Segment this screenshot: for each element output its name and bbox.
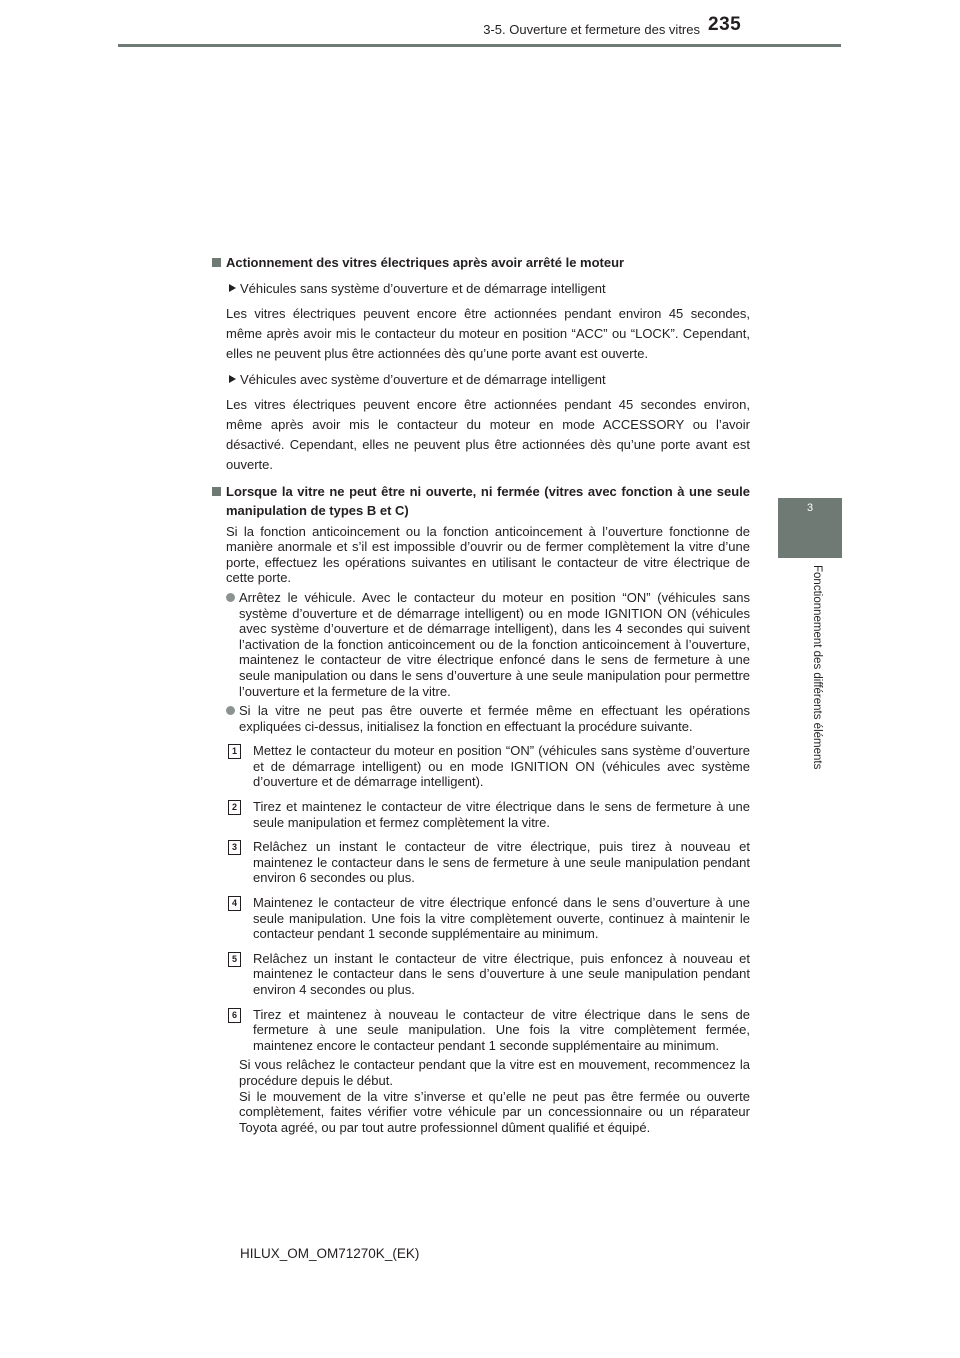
bullet-text: Arrêtez le véhicule. Avec le contacteur du moteur en position “ON” (véhicules sans système d’ouverture et de démarrage intelligent) ou en mode IGNITION ON (véhicules avec système d’ouverture et de démarrage intelligent), dans les 4 secondes qui suivent l’activation de la fonction anticoincement ou de la fonction anticoincement à l’ouverture, maintenez le contacteur de vitre électrique enfoncé dans le sens de fermeture à une seule manipulation ou dans le sens d’ouverture à une seule manipulation pour permettre l’ouverture et la fermeture de la vitre. <box>239 589 750 699</box>
note-paragraph: Si vous relâchez le contacteur pendant que la vitre est en mouvement, recommencez la procédure depuis le début. <box>239 1057 750 1088</box>
paragraph: Les vitres électriques peuvent encore être actionnées pendant environ 45 secondes, même après avoir mis le contacteur du moteur en position “ACC” ou “LOCK”. Cependant, elles ne peuvent plus être actionnées dès qu’une porte avant est ouverte. <box>226 306 750 361</box>
header-rule <box>118 44 841 47</box>
arrow-right-icon <box>229 375 236 383</box>
step-number-badge: 6 <box>228 1008 241 1023</box>
arrow-right-icon <box>229 284 236 292</box>
case-label <box>212 279 750 298</box>
step-item <box>212 951 750 998</box>
section-heading <box>212 253 750 272</box>
step-number-badge: 4 <box>228 896 241 911</box>
bullet-item <box>212 590 750 699</box>
chapter-number: 3 <box>806 502 814 514</box>
step-text: Tirez et maintenez à nouveau le contacteur de vitre électrique dans le sens de fermeture à une seule manipulation. Une fois la vitre complètement fermée, maintenez encore le contacteur pendant 1 seconde supplémentaire au minimum. <box>253 1006 750 1053</box>
step-item <box>212 799 750 830</box>
circle-bullet-icon <box>226 593 235 602</box>
paragraph: Les vitres électriques peuvent encore être actionnées pendant 45 secondes environ, même après avoir mis le contacteur du moteur en mode ACCESSORY ou l’avoir désactivé. Cependant, elles ne peuvent plus être actionnées dès qu’une porte avant est ouverte. <box>226 397 750 472</box>
bullet-item <box>212 703 750 734</box>
step-text: Relâchez un instant le contacteur de vitre électrique, puis enfoncez à nouveau et maintenez le contacteur dans le sens d’ouverture à une seule manipulation pendant environ 4 secondes ou plus. <box>253 950 750 998</box>
main-content <box>212 253 750 1135</box>
step-item <box>212 895 750 942</box>
paragraph: Si la fonction anticoincement ou la fonction anticoincement à l’ouverture fonctionne de manière anormale et s’il est impossible d’ouvrir ou de fermer complètement la vitre d’une porte, effectuez les opérations suivantes en utilisant le contacteur de vitre électrique de cette porte. <box>226 523 750 586</box>
section-heading-text: Actionnement des vitres électriques après avoir arrêté le moteur <box>226 255 625 270</box>
chapter-caption: Fonctionnement des différents éléments <box>811 565 823 770</box>
step-text: Relâchez un instant le contacteur de vitre électrique, puis tirez à nouveau et maintenez le contacteur dans le sens de fermeture à une seule manipulation pendant environ 6 secondes ou plus. <box>253 839 750 886</box>
case-label-text: Véhicules sans système d’ouverture et de démarrage intelligent <box>240 281 606 296</box>
step-item <box>212 743 750 790</box>
case-label-text: Véhicules avec système d’ouverture et de démarrage intelligent <box>240 372 606 388</box>
step-text: Mettez le contacteur du moteur en position “ON” (véhicules sans système d’ouverture et de démarrage intelligent) ou en mode IGNITION ON (véhicules avec système d’ouverture et de démarrage intelligent). <box>253 743 750 790</box>
step-item <box>212 1007 750 1054</box>
section-heading-text: Lorsque la vitre ne peut être ni ouverte, ni fermée (vitres avec fonction à une seule manipulation de types B et C) <box>226 483 750 518</box>
bullet-text: Si la vitre ne peut pas être ouverte et fermée même en effectuant les opérations expliquées ci-dessus, initialisez la fonction en effectuant la procédure suivante. <box>239 703 750 734</box>
case-label <box>212 370 750 389</box>
note-paragraph: Si le mouvement de la vitre s’inverse et qu’elle ne peut pas être fermée ou ouverte complètement, faites vérifier votre véhicule par un concessionnaire ou un réparateur Toyota agréé, ou par tout autre professionnel dûment qualifié et équipé. <box>239 1088 750 1135</box>
step-item <box>212 839 750 886</box>
square-bullet-icon <box>212 487 221 496</box>
page-number: 235 <box>708 14 742 35</box>
footer-document-id: HILUX_OM_OM71270K_(EK) <box>240 1246 420 1261</box>
step-number-badge: 3 <box>228 840 241 855</box>
square-bullet-icon <box>212 258 221 267</box>
section-heading <box>212 482 750 520</box>
step-number-badge: 1 <box>228 744 241 759</box>
header-section-title: 3-5. Ouverture et fermeture des vitres <box>483 22 700 37</box>
step-number-badge: 5 <box>228 952 241 967</box>
step-text: Tirez et maintenez le contacteur de vitre électrique dans le sens de fermeture à une seule manipulation et fermez complètement la vitre. <box>253 799 750 830</box>
chapter-tab <box>778 498 842 558</box>
step-number-badge: 2 <box>228 800 241 815</box>
step-text: Maintenez le contacteur de vitre électrique enfoncé dans le sens d’ouverture à une seule manipulation. Une fois la vitre complètement ouverte, continuez à maintenir le contacteur pendant 1 seconde supplémentaire au minimum. <box>253 895 750 942</box>
circle-bullet-icon <box>226 706 235 715</box>
